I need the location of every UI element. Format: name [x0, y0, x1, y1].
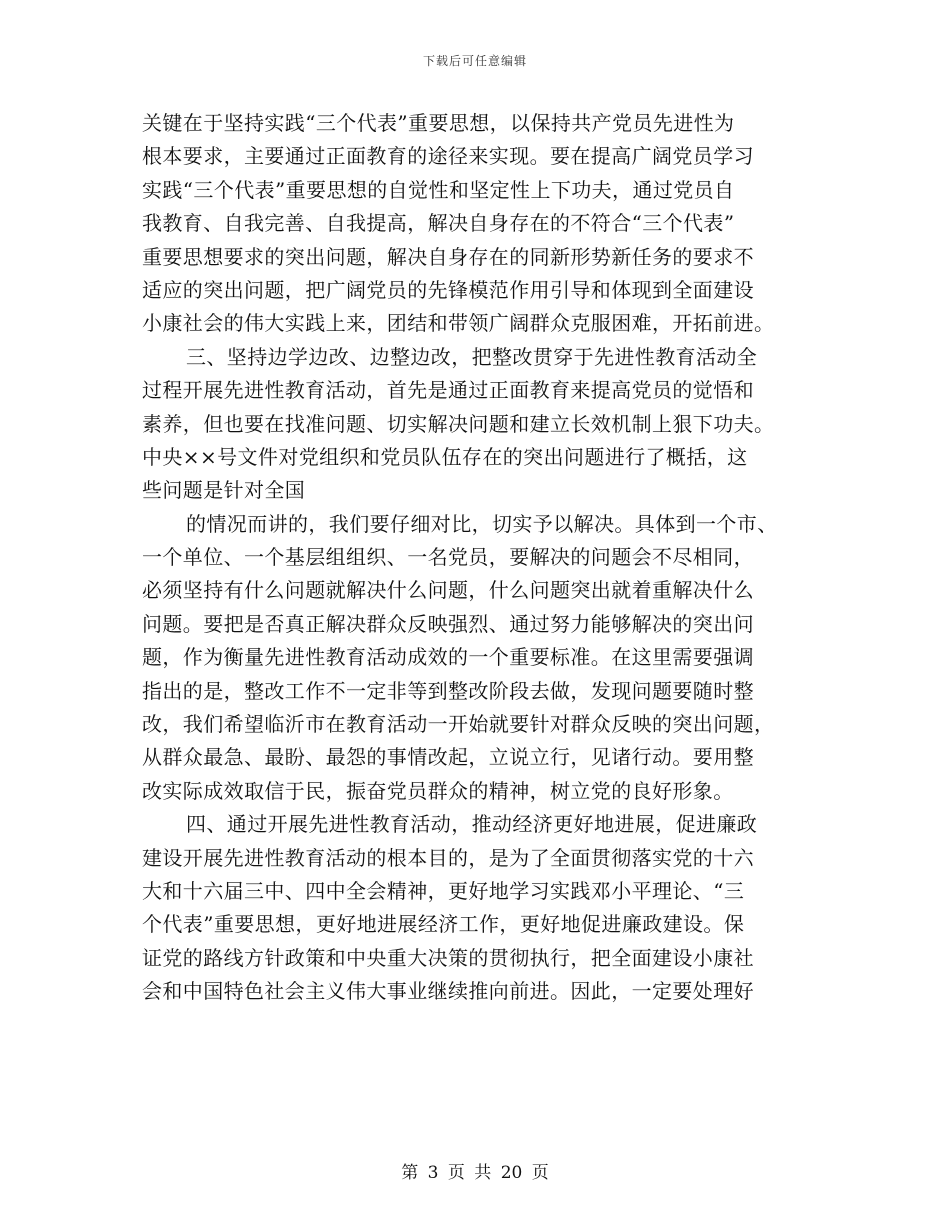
document-body	[142, 107, 822, 1009]
body-text-line: 指出的是，整改工作不一定非等到整改阶段去做，发现问题要随时整	[142, 678, 754, 703]
body-text-line: 根本要求，主要通过正面教育的途径来实现。要在提高广阔党员学习	[142, 144, 754, 169]
page-header: 下载后可任意编辑	[422, 54, 527, 68]
body-text-line: 重要思想要求的突出问题，解决自身存在的同新形势新任务的要求不	[142, 244, 754, 269]
body-text-line: 建设开展先进性教育活动的根本目的，是为了全面贯彻落实党的十六	[142, 845, 754, 870]
body-text-line: 一个单位、一个基层组组织、一名党员，要解决的问题会不尽相同，	[142, 545, 754, 570]
body-text-line: 素养，但也要在找准问题、切实解决问题和建立长效机制上狠下功夫。	[142, 411, 775, 436]
body-text-line: 过程开展先进性教育活动，首先是通过正面教育来提高党员的觉悟和	[142, 378, 754, 403]
body-text-line: 我教育、自我完善、自我提高，解决自身存在的不符合“三个代表”	[142, 211, 735, 236]
body-text-line: 关键在于坚持实践“三个代表”重要思想，以保持共产党员先进性为	[142, 111, 735, 135]
body-text-line: 大和十六届三中、四中全会精神，更好地学习实践邓小平理论、“三	[142, 878, 745, 903]
body-text-line: 实践“三个代表”重要思想的自觉性和坚定性上下功夫，通过党员自	[142, 177, 735, 202]
body-text-line: 必须坚持有什么问题就解决什么问题，什么问题突出就着重解决什么	[142, 578, 754, 603]
body-text-line: 适应的突出问题，把广阔党员的先锋模范作用引导和体现到全面建设	[142, 277, 754, 302]
page-footer: 第 3 页 共 20 页	[401, 1163, 549, 1183]
body-text-line: 三、坚持边学边改、边整边改，把整改贯穿于先进性教育活动全	[186, 344, 758, 369]
body-text-line: 的情况而讲的，我们要仔细对比，切实予以解决。具体到一个市、	[186, 511, 778, 536]
body-text-line: 些问题是针对全国	[142, 478, 306, 503]
body-text-line: 改，我们希望临沂市在教育活动一开始就要针对群众反映的突出问题，	[142, 712, 775, 737]
body-text-line: 题，作为衡量先进性教育活动成效的一个重要标准。在这里需要强调	[142, 645, 754, 670]
body-text-line: 中央××号文件对党组织和党员队伍存在的突出问题进行了概括，这	[142, 444, 748, 469]
body-text-line: 从群众最急、最盼、最怨的事情改起，立说立行，见诸行动。要用整	[142, 745, 754, 770]
body-text-line: 问题。要把是否真正解决群众反映强烈、通过努力能够解决的突出问	[142, 611, 754, 636]
body-text-line: 证党的路线方针政策和中央重大决策的贯彻执行，把全面建设小康社	[142, 945, 754, 970]
body-text-line: 个代表”重要思想，更好地进展经济工作，更好地促进廉政建设。保	[142, 912, 745, 937]
body-text-line: 会和中国特色社会主义伟大事业继续推向前进。因此，一定要处理好	[142, 979, 754, 1004]
body-text-line: 改实际成效取信于民，振奋党员群众的精神，树立党的良好形象。	[142, 778, 734, 803]
body-text-line: 小康社会的伟大实践上来，团结和带领广阔群众克服困难，开拓前进。	[142, 311, 775, 336]
body-text-line: 四、通过开展先进性教育活动，推动经济更好地进展，促进廉政	[186, 812, 758, 837]
